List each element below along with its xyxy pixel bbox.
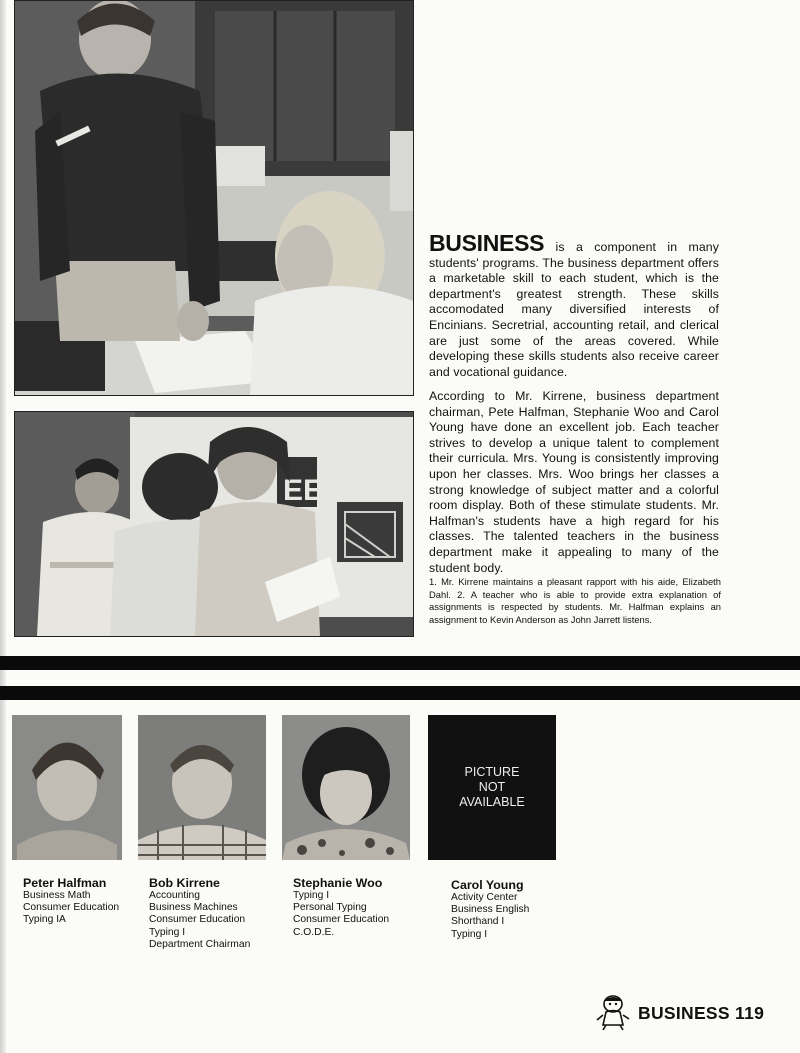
folio-section-page: BUSINESS 119 [638,1002,765,1023]
faculty-caption-woo [293,876,389,939]
divider-rule-top [0,656,800,670]
portrait-peter-halfman [12,715,122,860]
portrait-stephanie-woo [282,715,410,860]
faculty-name: Stephanie Woo [293,876,383,890]
faculty-course: Typing I [293,890,330,901]
faculty-caption-halfman [23,876,119,927]
faculty-name: Carol Young [451,878,524,892]
photo-kirrene-with-aide [14,0,414,396]
faculty-course: Typing IA [23,914,66,926]
mascot-icon [596,995,630,1031]
photo-halfman-explains-assignment [14,411,414,637]
article-paragraph-1-text: is a component in many students' programs. The business department offers a marketable skill to each student, which is the department's greatest strength. These skills accomodated many diversified interests of Encinians. Secretrial, accounting retail, and clerical are just some of the areas covered. While developing these skills students also receive career and vocational guidance. [429,240,719,379]
divider-rule-bottom [0,686,800,700]
faculty-course: Typing I [451,928,488,940]
faculty-caption-young [451,878,529,941]
faculty-name: Peter Halfman [23,876,107,890]
article-paragraph-1 [429,230,719,380]
faculty-course: Consumer Education [23,902,120,914]
placeholder-line-3: AVAILABLE [459,795,525,809]
faculty-course: Consumer Education [149,914,246,926]
article-paragraph-2: According to Mr. Kirrene, business department chairman, Pete Halfman, Stephanie Woo and Carol Young have done an excellent job. Each teacher strives to develop a unique talent to complement their curricula. Mrs. Young is consistently improving upon her classes. Mrs. Woo brings her classes a strong knowledge of subject matter and a colorful room display. Both of these stimulate students. Mr. Halfman's students have a high regard for his classes. The talented teachers in the business department make it appealing to many of the student body. [429,389,719,575]
portrait-bob-kirrene [138,715,266,860]
faculty-course: Business Machines [149,902,238,914]
faculty-course: Activity Center [451,892,518,903]
page-folio [596,993,764,1033]
photo-sign-fragment: EE [283,474,324,507]
faculty-course: Business English [451,904,530,916]
faculty-course: C.O.D.E. [293,926,335,938]
faculty-course: Shorthand I [451,916,505,928]
faculty-course: Typing I [149,926,186,938]
faculty-name: Bob Kirrene [149,876,220,890]
faculty-course: Personal Typing [293,902,367,914]
faculty-caption-kirrene [149,876,250,951]
faculty-course: Accounting [149,890,200,901]
page-gutter [0,0,6,1053]
faculty-course: Business Math [23,890,91,901]
picture-not-available-placeholder [428,715,556,860]
article-lead-word: BUSINESS [429,230,545,256]
faculty-course: Department Chairman [149,938,251,950]
placeholder-line-2: NOT [478,780,506,794]
placeholder-line-1: PICTURE [464,765,520,779]
photo-caption: 1. Mr. Kirrene maintains a pleasant rapport with his aide, Elizabeth Dahl. 2. A teacher who is able to provide extra explanation of assignments is respected by students. Mr. Halfman explains an assignment to Kevin Anderson as John Jarrett listens. [429,576,721,625]
faculty-course: Consumer Education [293,914,390,926]
